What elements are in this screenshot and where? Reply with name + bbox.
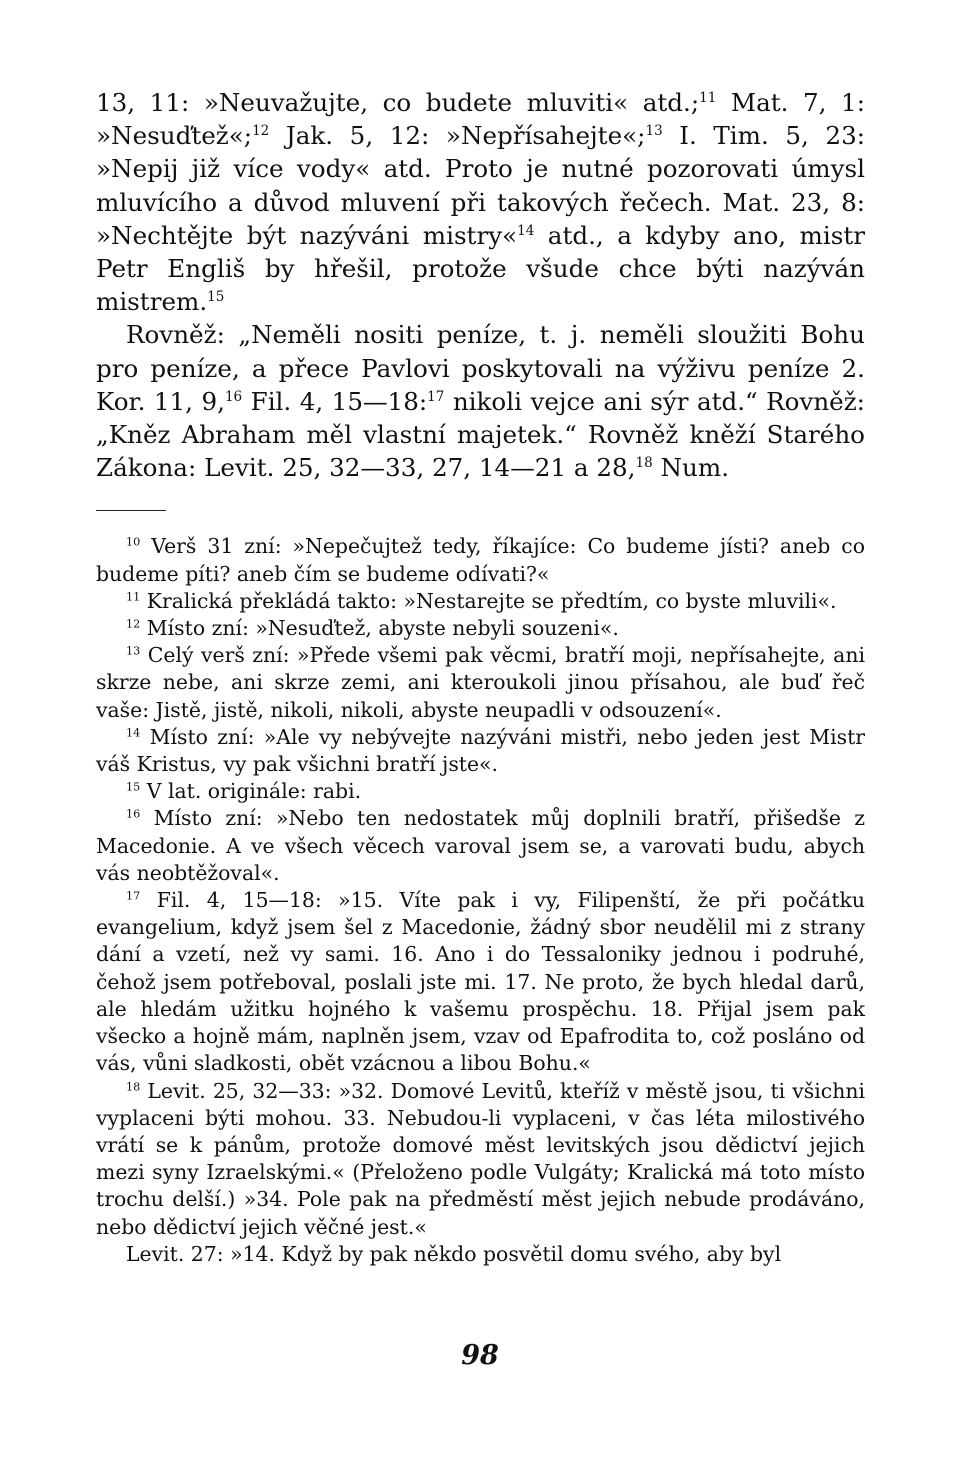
text-run: nikoli vejce ani sýr atd.“ Rovněž: „Kněz Abraham měl vlastní majetek.“ Rovněž kněží Starého Zákona: Levit. 25, 32—33, 27, 14—21 a 28,	[96, 386, 865, 483]
footnote	[96, 642, 865, 724]
footnote-text: Verš 31 zní: »Nepečujtež tedy, říkajíce: Co budeme jísti? aneb co budeme píti? aneb čím se budeme odívati?«	[96, 534, 865, 586]
footnote	[96, 533, 865, 587]
text-run: Rovněž: „Neměli nositi peníze, t. j. neměli sloužiti Bohu pro peníze, a přece Pavlovi poskytovali na výživu peníze 2. Kor. 11, 9,	[96, 320, 865, 416]
footnote-reference: 11	[699, 90, 717, 107]
footnote	[96, 615, 865, 642]
footnote	[96, 588, 865, 615]
footnote-reference: 14	[517, 223, 535, 240]
footnote-number: 16	[126, 808, 141, 822]
paragraph	[96, 86, 865, 318]
footnote-text: Celý verš zní: »Přede všemi pak věcmi, bratří moji, nepřísahejte, ani skrze nebe, ani skrze zemi, ani kteroukoli jinou přísahou, ale buď řeč vaše: Jistě, jistě, nikoli, nikoli, abyste neupadli v odsouzení«.	[96, 643, 865, 722]
footnote-text: Místo zní: »Ale vy nebývejte nazýváni mistři, nebo jeden jest Mistr váš Kristus, vy pak všichni bratří jste«.	[96, 724, 866, 777]
footnote-text: Místo zní: »Nesuďtež, abyste nebyli souzeni«.	[146, 616, 619, 641]
footnote-number: 10	[126, 536, 141, 550]
paragraph	[96, 318, 865, 484]
footnote-text: Kralická překládá takto: »Nestarejte se předtím, co byste mluvili«.	[146, 588, 837, 613]
footnote	[96, 778, 865, 805]
text-run: Fil. 4, 15—18:	[242, 386, 428, 416]
footnote-reference: 16	[224, 389, 243, 406]
text-run: atd., a kdyby ano, mistr Petr Engliš by hřešil, protože všude chce býti nazýván mistrem.	[96, 220, 865, 317]
footnote-number: 12	[126, 617, 141, 631]
footnotes	[96, 533, 865, 1267]
footnote-reference: 18	[635, 455, 653, 472]
footnote	[96, 887, 865, 1077]
page-number: 98	[461, 1340, 499, 1371]
text-run: I. Tim. 5, 23: »Nepij již více vody« atd. Proto je nutné pozorovati úmysl mluvícího a důvod mluvení při takových řečech. Mat. 23, 8: »Nechtějte být nazýváni mistry«	[96, 121, 865, 250]
text-run: Jak. 5, 12: »Nepřísahejte«;	[269, 121, 646, 151]
footnote-number: 18	[126, 1080, 141, 1094]
main-text	[96, 86, 865, 484]
footnote-text: V lat. originále: rabi.	[146, 779, 362, 804]
footnote-reference: 15	[207, 289, 225, 306]
footnote-number: 15	[126, 780, 141, 794]
footnote-number: 17	[126, 889, 141, 903]
text-run: 13, 11: »Neuvažujte, co budete mluviti« atd.;	[96, 88, 700, 117]
text-run: Mat. 7, 1: »Nesuďtež«;	[96, 88, 865, 151]
footnote	[96, 805, 865, 887]
footnote-reference: 12	[252, 123, 270, 140]
footnote-text: Levit. 25, 32—33: »32. Domové Levitů, kteříž v městě jsou, ti všichni vyplaceni býti mohou. 33. Nebudou-li vyplaceni, v čas léta milostivého vrátí se k pánům, protože domové měst levitských jsou dědictví jejich mezi syny Izraelskými.« (Přeloženo podle Vulgáty; Kralická má toto místo trochu delší.) »34. Pole pak na předměstí měst jejich nebude prodáváno, nebo dědictví jejich věčné jest.«	[96, 1078, 866, 1239]
footnote-number: 13	[126, 644, 141, 658]
footnote-reference: 13	[645, 123, 663, 140]
footnote-number: 14	[126, 726, 141, 740]
footnote-continuation: Levit. 27: »14. Když by pak někdo posvětil domu svého, aby byl	[126, 1241, 782, 1266]
footnote-reference: 17	[427, 389, 445, 406]
text-run: Num.	[652, 453, 730, 483]
footnote-separator	[96, 510, 166, 511]
footnote	[96, 1078, 865, 1241]
footnote-number: 11	[126, 590, 141, 604]
footnote-text: Fil. 4, 15—18: »15. Víte pak i vy, Filipenští, že při počátku evangelium, když jsem šel z Macedonie, žádný sbor neudělil mi z strany dání a vzetí, než vy sami. 16. Ano i do Tessaloniky jednou i podruhé, čehož jsem potřeboval, poslali jste mi. 17. Ne proto, že bych hledal darů, ale hledám užitku hojného k vašemu prospěchu. 18. Přijal jsem pak všecko a hojně mám, naplněn jsem, vzav od Epafrodita to, což posláno od vás, vůni sladkosti, obět vzácnou a libou Bohu.«	[96, 888, 866, 1076]
footnote-text: Místo zní: »Nebo ten nedostatek můj doplnili bratří, přišedše z Macedonie. A ve všech věcech varoval jsem se, a varovati budu, abych vás neobtěžoval«.	[96, 806, 865, 885]
footnote	[96, 724, 865, 778]
